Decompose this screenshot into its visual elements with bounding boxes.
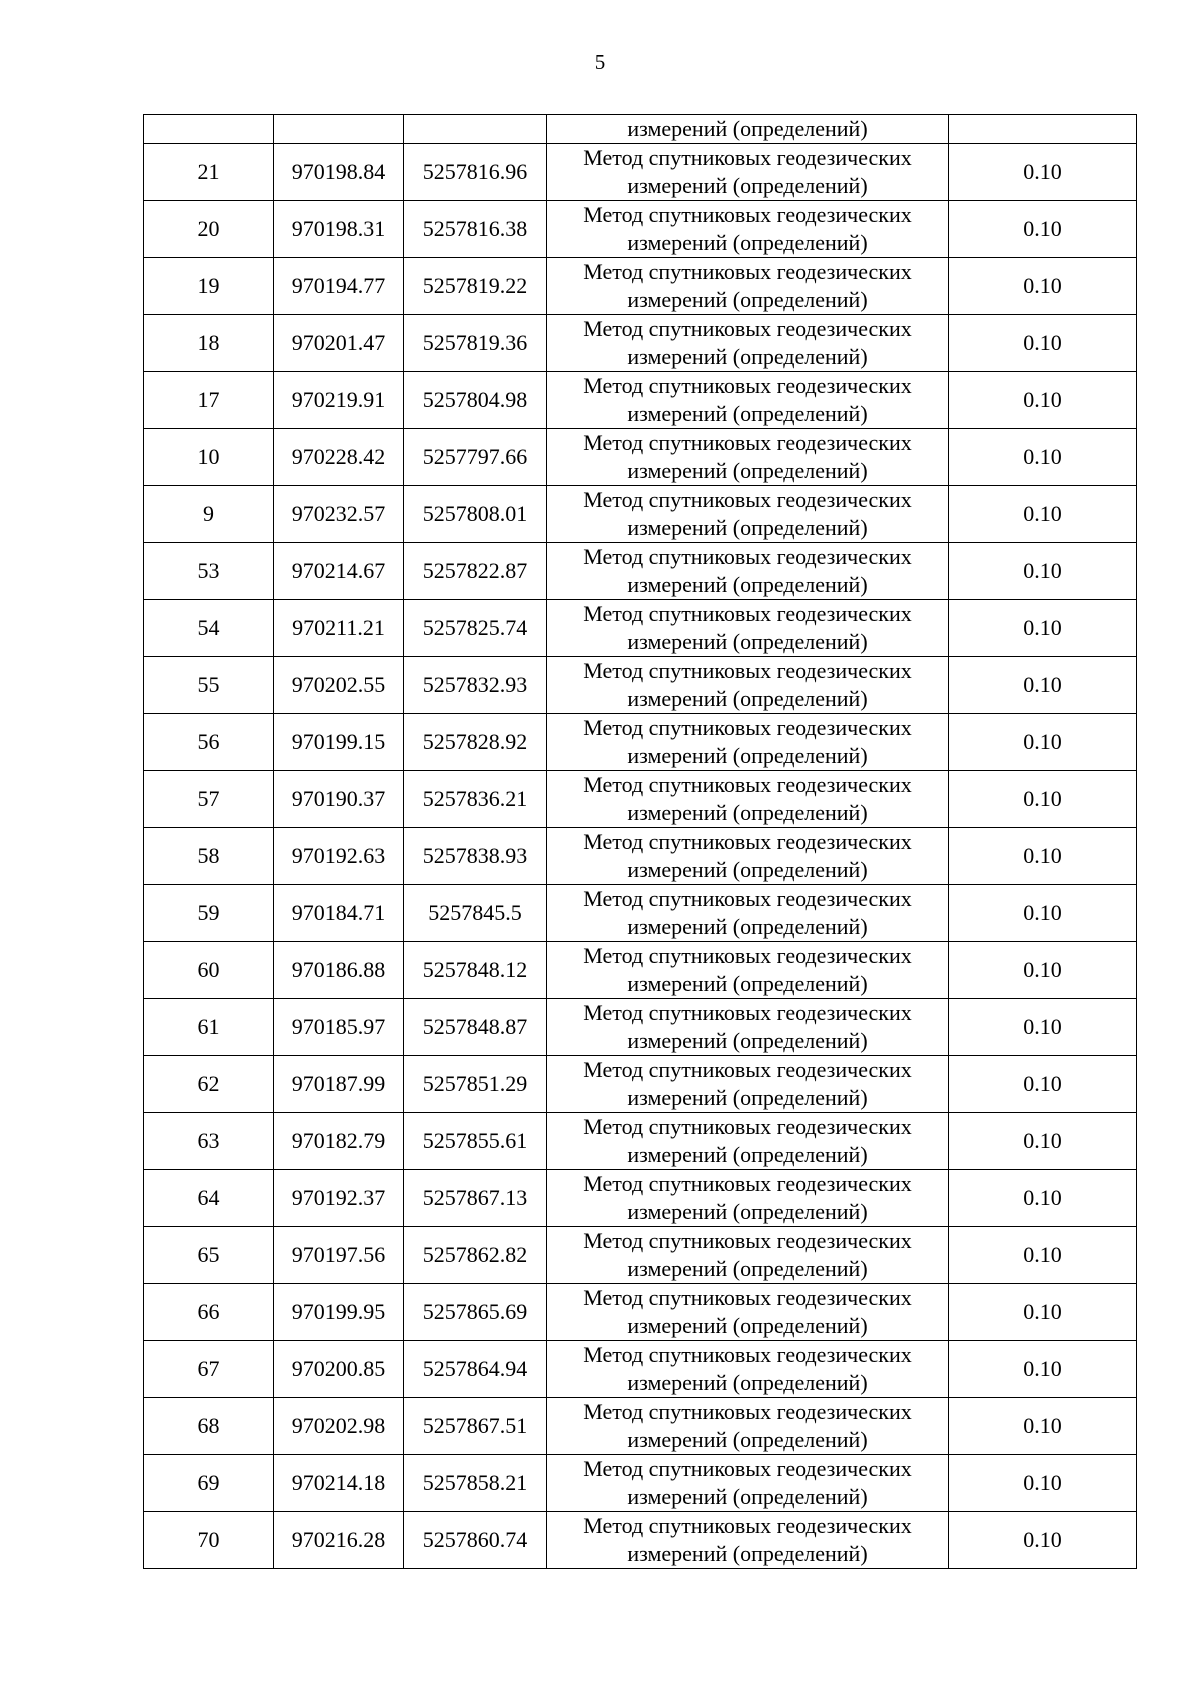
- method-line-1: Метод спутниковых геодезических: [583, 772, 912, 797]
- method-line-1: Метод спутниковых геодезических: [583, 601, 912, 626]
- method-cell: [547, 999, 949, 1056]
- x-coordinate-cell: 970198.31: [274, 201, 404, 258]
- accuracy-cell: 0.10: [949, 1170, 1137, 1227]
- method-line-2: измерений (определений): [627, 344, 868, 369]
- method-line-1: Метод спутниковых геодезических: [583, 1456, 912, 1481]
- method-line-2: измерений (определений): [627, 971, 868, 996]
- y-coordinate-cell: 5257848.12: [404, 942, 547, 999]
- accuracy-cell: 0.10: [949, 828, 1137, 885]
- x-coordinate-cell: 970186.88: [274, 942, 404, 999]
- accuracy-cell: 0.10: [949, 942, 1137, 999]
- method-line-2: измерений (определений): [627, 1427, 868, 1452]
- x-coordinate-cell: 970187.99: [274, 1056, 404, 1113]
- point-number-cell: 53: [144, 543, 274, 600]
- method-cell: [547, 1056, 949, 1113]
- y-coordinate-cell: 5257797.66: [404, 429, 547, 486]
- x-coordinate-cell: 970190.37: [274, 771, 404, 828]
- point-number-cell: 17: [144, 372, 274, 429]
- accuracy-cell: 0.10: [949, 1512, 1137, 1569]
- point-number-cell: 60: [144, 942, 274, 999]
- method-line-2: измерений (определений): [627, 800, 868, 825]
- table-row: [144, 1398, 1137, 1455]
- table-row: [144, 144, 1137, 201]
- y-coordinate-cell: 5257858.21: [404, 1455, 547, 1512]
- method-line-1: Метод спутниковых геодезических: [583, 1342, 912, 1367]
- method-line-2: измерений (определений): [627, 914, 868, 939]
- x-coordinate-cell: 970194.77: [274, 258, 404, 315]
- accuracy-cell: 0.10: [949, 1056, 1137, 1113]
- page-number: 5: [594, 50, 606, 74]
- accuracy-cell: 0.10: [949, 144, 1137, 201]
- y-coordinate-cell: 5257845.5: [404, 885, 547, 942]
- y-coordinate-cell: 5257867.13: [404, 1170, 547, 1227]
- method-line-1: Метод спутниковых геодезических: [583, 430, 912, 455]
- method-cell: [547, 201, 949, 258]
- x-coordinate-cell: 970211.21: [274, 600, 404, 657]
- x-coordinate-cell: 970197.56: [274, 1227, 404, 1284]
- x-coordinate-cell: 970202.55: [274, 657, 404, 714]
- x-coordinate-cell: 970199.15: [274, 714, 404, 771]
- point-number-cell: 54: [144, 600, 274, 657]
- table-row: [144, 201, 1137, 258]
- table-row: [144, 372, 1137, 429]
- table-row: [144, 1284, 1137, 1341]
- table-row: [144, 258, 1137, 315]
- method-cell: [547, 372, 949, 429]
- table-row: [144, 315, 1137, 372]
- accuracy-cell: 0.10: [949, 372, 1137, 429]
- y-coordinate-cell: [404, 115, 547, 144]
- method-cell: [547, 315, 949, 372]
- method-cell: [547, 1284, 949, 1341]
- method-line-1: Метод спутниковых геодезических: [583, 1171, 912, 1196]
- point-number-cell: 20: [144, 201, 274, 258]
- table-row: [144, 1512, 1137, 1569]
- method-line-2: измерений (определений): [627, 629, 868, 654]
- method-line-1: Метод спутниковых геодезических: [583, 715, 912, 740]
- point-number-cell: 66: [144, 1284, 274, 1341]
- table-row: [144, 828, 1137, 885]
- point-number-cell: 9: [144, 486, 274, 543]
- point-number-cell: 18: [144, 315, 274, 372]
- x-coordinate-cell: 970200.85: [274, 1341, 404, 1398]
- method-line-2: измерений (определений): [627, 401, 868, 426]
- method-line-2: измерений (определений): [627, 515, 868, 540]
- accuracy-cell: 0.10: [949, 600, 1137, 657]
- method-line-2: измерений (определений): [627, 458, 868, 483]
- accuracy-cell: 0.10: [949, 771, 1137, 828]
- x-coordinate-cell: 970216.28: [274, 1512, 404, 1569]
- method-line-2: измерений (определений): [627, 1199, 868, 1224]
- method-line-1: Метод спутниковых геодезических: [583, 1000, 912, 1025]
- table-row: [144, 714, 1137, 771]
- method-cell: [547, 1455, 949, 1512]
- method-cell: измерений (определений): [547, 115, 949, 144]
- point-number-cell: 21: [144, 144, 274, 201]
- accuracy-cell: 0.10: [949, 714, 1137, 771]
- y-coordinate-cell: 5257855.61: [404, 1113, 547, 1170]
- method-cell: [547, 942, 949, 999]
- method-line-2: измерений (определений): [627, 857, 868, 882]
- method-line-1: Метод спутниковых геодезических: [583, 145, 912, 170]
- accuracy-cell: 0.10: [949, 1398, 1137, 1455]
- point-number-cell: 64: [144, 1170, 274, 1227]
- method-cell: [547, 1341, 949, 1398]
- accuracy-cell: 0.10: [949, 1341, 1137, 1398]
- method-line-1: Метод спутниковых геодезических: [583, 829, 912, 854]
- method-cell: [547, 600, 949, 657]
- coordinates-table-body: [144, 115, 1137, 1569]
- method-line-2: измерений (определений): [627, 287, 868, 312]
- method-cell: [547, 429, 949, 486]
- method-cell: [547, 144, 949, 201]
- x-coordinate-cell: [274, 115, 404, 144]
- y-coordinate-cell: 5257860.74: [404, 1512, 547, 1569]
- point-number-cell: [144, 115, 274, 144]
- method-line-2: измерений (определений): [627, 1541, 868, 1566]
- x-coordinate-cell: 970232.57: [274, 486, 404, 543]
- table-row: [144, 1113, 1137, 1170]
- accuracy-cell: 0.10: [949, 999, 1137, 1056]
- method-line-2: измерений (определений): [627, 1085, 868, 1110]
- point-number-cell: 57: [144, 771, 274, 828]
- point-number-cell: 62: [144, 1056, 274, 1113]
- method-cell: [547, 1113, 949, 1170]
- method-line-2: измерений (определений): [627, 173, 868, 198]
- method-cell: [547, 828, 949, 885]
- table-row: [144, 999, 1137, 1056]
- point-number-cell: 59: [144, 885, 274, 942]
- table-row: [144, 1170, 1137, 1227]
- x-coordinate-cell: 970214.67: [274, 543, 404, 600]
- accuracy-cell: 0.10: [949, 315, 1137, 372]
- y-coordinate-cell: 5257867.51: [404, 1398, 547, 1455]
- y-coordinate-cell: 5257828.92: [404, 714, 547, 771]
- point-number-cell: 10: [144, 429, 274, 486]
- point-number-cell: 63: [144, 1113, 274, 1170]
- x-coordinate-cell: 970182.79: [274, 1113, 404, 1170]
- table-row: [144, 543, 1137, 600]
- y-coordinate-cell: 5257816.96: [404, 144, 547, 201]
- method-line-2: измерений (определений): [627, 1370, 868, 1395]
- accuracy-cell: 0.10: [949, 1113, 1137, 1170]
- y-coordinate-cell: 5257819.36: [404, 315, 547, 372]
- method-line-2: измерений (определений): [627, 230, 868, 255]
- method-line-2: измерений (определений): [627, 1142, 868, 1167]
- accuracy-cell: 0.10: [949, 1455, 1137, 1512]
- method-line-1: Метод спутниковых геодезических: [583, 943, 912, 968]
- accuracy-cell: 0.10: [949, 201, 1137, 258]
- method-line-2: измерений (определений): [627, 1484, 868, 1509]
- table-row: [144, 657, 1137, 714]
- method-line-1: Метод спутниковых геодезических: [583, 1114, 912, 1139]
- method-cell: [547, 258, 949, 315]
- point-number-cell: 61: [144, 999, 274, 1056]
- method-line-1: Метод спутниковых геодезических: [583, 544, 912, 569]
- accuracy-cell: [949, 115, 1137, 144]
- x-coordinate-cell: 970184.71: [274, 885, 404, 942]
- method-line-1: Метод спутниковых геодезических: [583, 259, 912, 284]
- y-coordinate-cell: 5257862.82: [404, 1227, 547, 1284]
- table-row: [144, 486, 1137, 543]
- point-number-cell: 56: [144, 714, 274, 771]
- accuracy-cell: 0.10: [949, 543, 1137, 600]
- y-coordinate-cell: 5257819.22: [404, 258, 547, 315]
- accuracy-cell: 0.10: [949, 486, 1137, 543]
- method-line-2: измерений (определений): [627, 572, 868, 597]
- method-cell: [547, 1227, 949, 1284]
- point-number-cell: 58: [144, 828, 274, 885]
- method-cell: [547, 771, 949, 828]
- method-cell: [547, 657, 949, 714]
- method-line-1: Метод спутниковых геодезических: [583, 1513, 912, 1538]
- y-coordinate-cell: 5257865.69: [404, 1284, 547, 1341]
- y-coordinate-cell: 5257836.21: [404, 771, 547, 828]
- x-coordinate-cell: 970192.37: [274, 1170, 404, 1227]
- x-coordinate-cell: 970198.84: [274, 144, 404, 201]
- method-cell: [547, 1398, 949, 1455]
- x-coordinate-cell: 970219.91: [274, 372, 404, 429]
- x-coordinate-cell: 970201.47: [274, 315, 404, 372]
- method-cell: [547, 543, 949, 600]
- method-line-2: измерений (определений): [627, 743, 868, 768]
- table-row: [144, 1455, 1137, 1512]
- method-line-2: измерений (определений): [627, 1313, 868, 1338]
- method-line-1: Метод спутниковых геодезических: [583, 316, 912, 341]
- y-coordinate-cell: 5257864.94: [404, 1341, 547, 1398]
- method-line-1: Метод спутниковых геодезических: [583, 202, 912, 227]
- method-line-1: Метод спутниковых геодезических: [583, 373, 912, 398]
- method-line-1: Метод спутниковых геодезических: [583, 1057, 912, 1082]
- coordinates-table: [143, 114, 1137, 1569]
- table-row: [144, 1227, 1137, 1284]
- x-coordinate-cell: 970199.95: [274, 1284, 404, 1341]
- table-row: [144, 942, 1137, 999]
- point-number-cell: 19: [144, 258, 274, 315]
- method-cell: [547, 1170, 949, 1227]
- x-coordinate-cell: 970185.97: [274, 999, 404, 1056]
- y-coordinate-cell: 5257838.93: [404, 828, 547, 885]
- accuracy-cell: 0.10: [949, 885, 1137, 942]
- point-number-cell: 67: [144, 1341, 274, 1398]
- point-number-cell: 65: [144, 1227, 274, 1284]
- table-row-continuation: [144, 115, 1137, 144]
- table-row: [144, 885, 1137, 942]
- accuracy-cell: 0.10: [949, 258, 1137, 315]
- method-cell: [547, 714, 949, 771]
- accuracy-cell: 0.10: [949, 429, 1137, 486]
- x-coordinate-cell: 970202.98: [274, 1398, 404, 1455]
- method-line-1: Метод спутниковых геодезических: [583, 1228, 912, 1253]
- point-number-cell: 70: [144, 1512, 274, 1569]
- y-coordinate-cell: 5257825.74: [404, 600, 547, 657]
- accuracy-cell: 0.10: [949, 1284, 1137, 1341]
- point-number-cell: 68: [144, 1398, 274, 1455]
- method-line-1: Метод спутниковых геодезических: [583, 886, 912, 911]
- y-coordinate-cell: 5257816.38: [404, 201, 547, 258]
- method-line-1: Метод спутниковых геодезических: [583, 1399, 912, 1424]
- table-row: [144, 600, 1137, 657]
- x-coordinate-cell: 970192.63: [274, 828, 404, 885]
- y-coordinate-cell: 5257822.87: [404, 543, 547, 600]
- method-line-1: Метод спутниковых геодезических: [583, 1285, 912, 1310]
- y-coordinate-cell: 5257832.93: [404, 657, 547, 714]
- method-cell: [547, 486, 949, 543]
- method-line-1: Метод спутниковых геодезических: [583, 658, 912, 683]
- method-line-2: измерений (определений): [627, 1028, 868, 1053]
- table-row: [144, 429, 1137, 486]
- accuracy-cell: 0.10: [949, 657, 1137, 714]
- method-line-2: измерений (определений): [627, 1256, 868, 1281]
- y-coordinate-cell: 5257848.87: [404, 999, 547, 1056]
- method-cell: [547, 1512, 949, 1569]
- x-coordinate-cell: 970214.18: [274, 1455, 404, 1512]
- method-line-1: Метод спутниковых геодезических: [583, 487, 912, 512]
- x-coordinate-cell: 970228.42: [274, 429, 404, 486]
- table-row: [144, 1056, 1137, 1113]
- table-row: [144, 1341, 1137, 1398]
- y-coordinate-cell: 5257804.98: [404, 372, 547, 429]
- method-cell: [547, 885, 949, 942]
- point-number-cell: 55: [144, 657, 274, 714]
- table-row: [144, 771, 1137, 828]
- y-coordinate-cell: 5257808.01: [404, 486, 547, 543]
- method-line-2: измерений (определений): [627, 686, 868, 711]
- point-number-cell: 69: [144, 1455, 274, 1512]
- y-coordinate-cell: 5257851.29: [404, 1056, 547, 1113]
- accuracy-cell: 0.10: [949, 1227, 1137, 1284]
